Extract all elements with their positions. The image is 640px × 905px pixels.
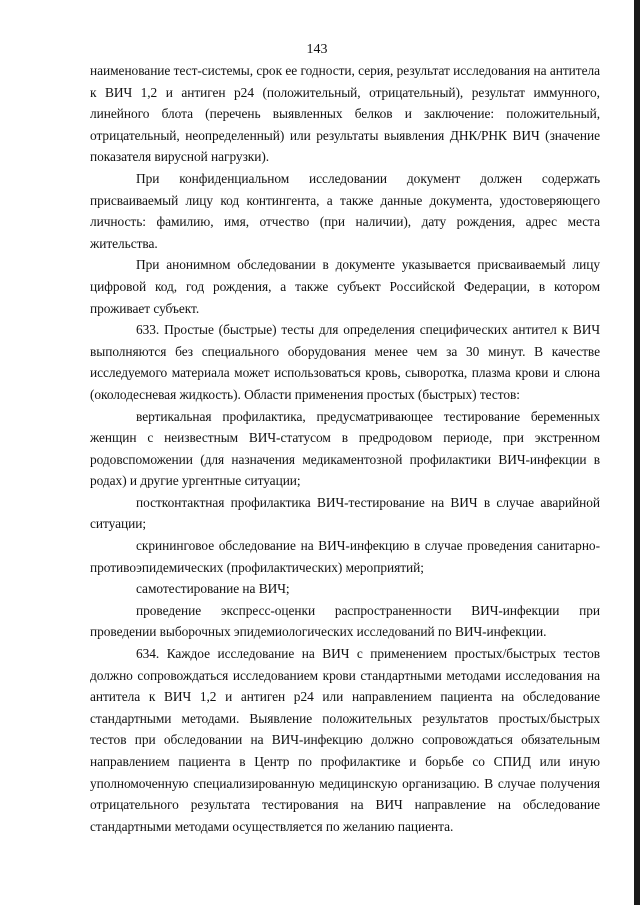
paragraph-confidential-study: При конфиденциальном исследовании документ должен содержать присваиваемый лицу код контингента, а также данные документа, удостоверяющего личность: фамилию, имя, отчество (при наличии), дату рождения, адрес места жительства. — [90, 170, 600, 251]
list-item-express-assessment: проведение экспресс-оценки распространенности ВИЧ-инфекции при проведении выборочных эпидемиологических исследований по ВИЧ-инфекции. — [90, 602, 600, 640]
page-number: 143 — [306, 42, 328, 57]
list-item-screening: скрининговое обследование на ВИЧ-инфекцию в случае проведения санитарно-противоэпидемических (профилактических) мероприятий; — [90, 538, 600, 575]
body-text — [90, 60, 600, 837]
list-item-postcontact-prophylaxis: постконтактная профилактика ВИЧ-тестирование на ВИЧ в случае аварийной ситуации; — [90, 494, 600, 532]
list-item-self-testing: самотестирование на ВИЧ; — [136, 581, 290, 597]
paragraph-test-result-details: наименование тест-системы, срок ее годности, серия, результат исследования на антитела к ВИЧ 1,2 и антиген р24 (положительный, отрицательный), результат иммунного, линейного блота (перечень выявленных белков и заключение: положительный, отрицательный, неопределенный) или результаты выявления ДНК/РНК ВИЧ (значение показателя вирусной нагрузки). — [90, 63, 600, 165]
paragraph-634-confirmation: 634. Каждое исследование на ВИЧ с применением простых/быстрых тестов должно сопровождаться исследованием крови стандартными методами исследования на антитела к ВИЧ 1,2 и антиген р24 или направлением пациента на обследование стандартными методами. Выявление положительных результатов простых/быстрых тестов при обследовании на ВИЧ-инфекцию должно сопровождаться обязательным направлением пациента в Центр по профилактике и борьбе со СПИД или иную уполномоченную специализированную медицинскую организацию. В случае получения отрицательного результата тестирования на ВИЧ направление на обследование стандартными методами осуществляется по желанию пациента. — [90, 646, 600, 834]
paragraph-anonymous-study: При анонимном обследовании в документе указывается присваиваемый лицу цифровой код, год рождения, а также субъект Российской Федерации, в котором проживает субъект. — [90, 257, 600, 316]
paragraph-633-rapid-tests: 633. Простые (быстрые) тесты для определения специфических антител к ВИЧ выполняются без специального оборудования менее чем за 30 минут. В качестве исследуемого материала может использоваться кровь, сыворотка, плазма крови и слюна (околодесневая жидкость). Области применения простых (быстрых) тестов: — [90, 322, 600, 402]
list-item-vertical-prophylaxis: вертикальная профилактика, предусматривающее тестирование беременных женщин с неизвестным ВИЧ-статусом в предродовом периоде, при экстренном родовспоможении (для назначения медикаментозной профилактики ВИЧ-инфекции в родах) и другие ургентные ситуации; — [90, 408, 600, 489]
